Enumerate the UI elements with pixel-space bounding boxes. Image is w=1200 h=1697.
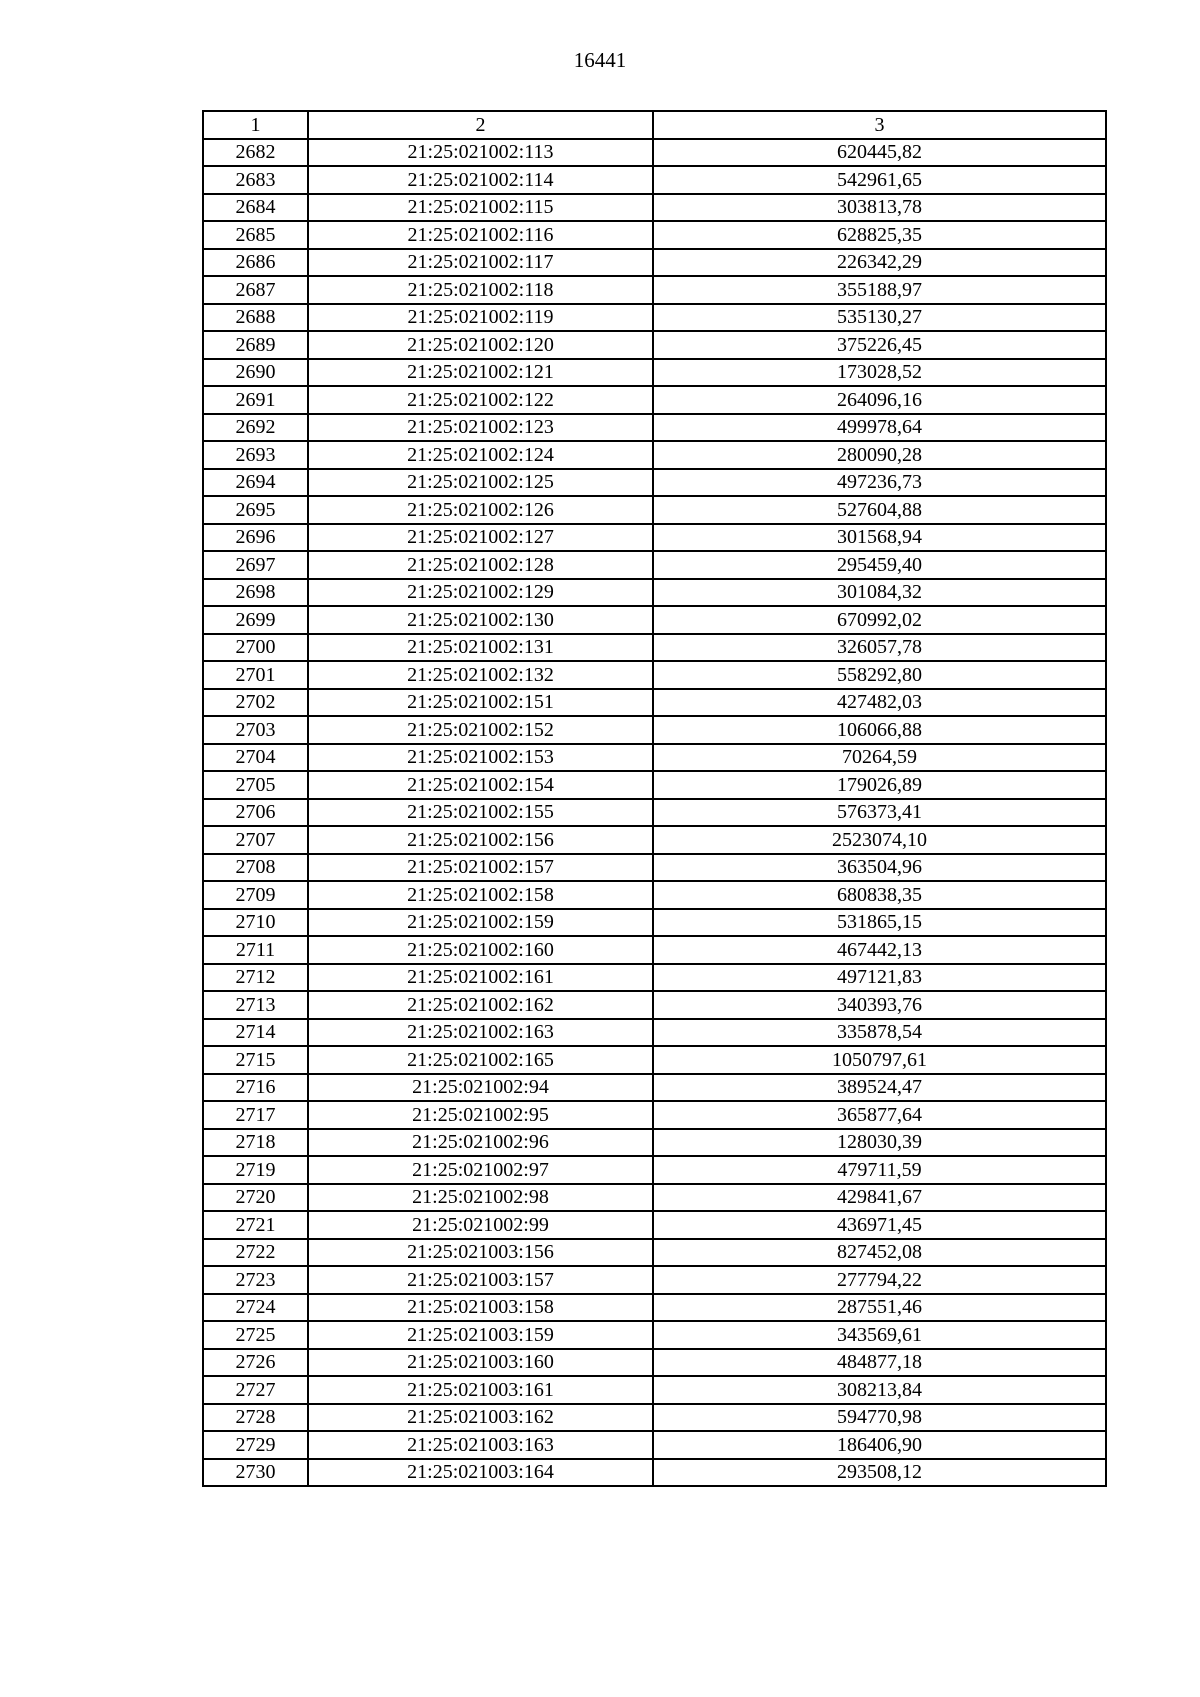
cadastral-number-cell: 21:25:021002:121 (308, 359, 653, 387)
row-number-cell: 2695 (203, 496, 308, 524)
table-row (203, 386, 1106, 414)
row-number-cell: 2729 (203, 1431, 308, 1459)
value-cell: 264096,16 (653, 386, 1106, 414)
row-number-cell: 2720 (203, 1184, 308, 1212)
value-cell: 542961,65 (653, 166, 1106, 194)
value-cell: 497236,73 (653, 469, 1106, 497)
table-row (203, 524, 1106, 552)
row-number-cell: 2725 (203, 1321, 308, 1349)
cadastral-number-cell: 21:25:021002:131 (308, 634, 653, 662)
value-cell: 429841,67 (653, 1184, 1106, 1212)
value-cell: 365877,64 (653, 1101, 1106, 1129)
row-number-cell: 2711 (203, 936, 308, 964)
value-cell: 335878,54 (653, 1019, 1106, 1047)
table-row (203, 359, 1106, 387)
cadastral-number-cell: 21:25:021003:161 (308, 1376, 653, 1404)
column-header-1: 1 (203, 111, 308, 139)
table-row (203, 194, 1106, 222)
row-number-cell: 2712 (203, 964, 308, 992)
table-row (203, 1239, 1106, 1267)
table-row (203, 799, 1106, 827)
cadastral-number-cell: 21:25:021002:153 (308, 744, 653, 772)
row-number-cell: 2716 (203, 1074, 308, 1102)
value-cell: 301084,32 (653, 579, 1106, 607)
table-row (203, 1431, 1106, 1459)
row-number-cell: 2707 (203, 826, 308, 854)
table-row (203, 1459, 1106, 1487)
table-row (203, 991, 1106, 1019)
row-number-cell: 2718 (203, 1129, 308, 1157)
column-header-2: 2 (308, 111, 653, 139)
row-number-cell: 2706 (203, 799, 308, 827)
value-cell: 827452,08 (653, 1239, 1106, 1267)
row-number-cell: 2685 (203, 221, 308, 249)
table-row (203, 1019, 1106, 1047)
table-row (203, 249, 1106, 277)
cadastral-number-cell: 21:25:021002:96 (308, 1129, 653, 1157)
cadastral-number-cell: 21:25:021002:163 (308, 1019, 653, 1047)
cadastral-number-cell: 21:25:021002:97 (308, 1156, 653, 1184)
row-number-cell: 2691 (203, 386, 308, 414)
row-number-cell: 2684 (203, 194, 308, 222)
cadastral-number-cell: 21:25:021003:160 (308, 1349, 653, 1377)
value-cell: 173028,52 (653, 359, 1106, 387)
table-row (203, 1321, 1106, 1349)
cadastral-number-cell: 21:25:021002:98 (308, 1184, 653, 1212)
row-number-cell: 2723 (203, 1266, 308, 1294)
cadastral-number-cell: 21:25:021002:161 (308, 964, 653, 992)
cadastral-number-cell: 21:25:021002:128 (308, 551, 653, 579)
row-number-cell: 2686 (203, 249, 308, 277)
cadastral-number-cell: 21:25:021002:159 (308, 909, 653, 937)
cadastral-number-cell: 21:25:021002:132 (308, 661, 653, 689)
value-cell: 670992,02 (653, 606, 1106, 634)
cadastral-number-cell: 21:25:021002:119 (308, 304, 653, 332)
row-number-cell: 2717 (203, 1101, 308, 1129)
cadastral-number-cell: 21:25:021003:157 (308, 1266, 653, 1294)
row-number-cell: 2726 (203, 1349, 308, 1377)
row-number-cell: 2693 (203, 441, 308, 469)
cadastral-number-cell: 21:25:021002:125 (308, 469, 653, 497)
table-row (203, 139, 1106, 167)
cadastral-number-cell: 21:25:021003:159 (308, 1321, 653, 1349)
cadastral-number-cell: 21:25:021003:163 (308, 1431, 653, 1459)
value-cell: 531865,15 (653, 909, 1106, 937)
table-row (203, 579, 1106, 607)
row-number-cell: 2692 (203, 414, 308, 442)
row-number-cell: 2690 (203, 359, 308, 387)
row-number-cell: 2709 (203, 881, 308, 909)
table-row (203, 304, 1106, 332)
row-number-cell: 2728 (203, 1404, 308, 1432)
table-row (203, 634, 1106, 662)
table-row (203, 1376, 1106, 1404)
cadastral-number-cell: 21:25:021002:114 (308, 166, 653, 194)
cadastral-number-cell: 21:25:021003:156 (308, 1239, 653, 1267)
row-number-cell: 2705 (203, 771, 308, 799)
value-cell: 375226,45 (653, 331, 1106, 359)
value-cell: 355188,97 (653, 276, 1106, 304)
table-row (203, 496, 1106, 524)
table-row (203, 276, 1106, 304)
value-cell: 277794,22 (653, 1266, 1106, 1294)
value-cell: 427482,03 (653, 689, 1106, 717)
value-cell: 340393,76 (653, 991, 1106, 1019)
value-cell: 389524,47 (653, 1074, 1106, 1102)
cadastral-number-cell: 21:25:021002:120 (308, 331, 653, 359)
row-number-cell: 2700 (203, 634, 308, 662)
row-number-cell: 2715 (203, 1046, 308, 1074)
data-table (202, 110, 1107, 1487)
row-number-cell: 2696 (203, 524, 308, 552)
row-number-cell: 2703 (203, 716, 308, 744)
cadastral-number-cell: 21:25:021002:95 (308, 1101, 653, 1129)
cadastral-number-cell: 21:25:021002:117 (308, 249, 653, 277)
table-row (203, 661, 1106, 689)
table-row (203, 606, 1106, 634)
cadastral-number-cell: 21:25:021002:130 (308, 606, 653, 634)
cadastral-number-cell: 21:25:021003:162 (308, 1404, 653, 1432)
row-number-cell: 2687 (203, 276, 308, 304)
table-body (203, 139, 1106, 1487)
row-number-cell: 2683 (203, 166, 308, 194)
value-cell: 301568,94 (653, 524, 1106, 552)
row-number-cell: 2710 (203, 909, 308, 937)
row-number-cell: 2682 (203, 139, 308, 167)
table-row (203, 936, 1106, 964)
table-row (203, 854, 1106, 882)
value-cell: 363504,96 (653, 854, 1106, 882)
value-cell: 295459,40 (653, 551, 1106, 579)
row-number-cell: 2730 (203, 1459, 308, 1487)
row-number-cell: 2724 (203, 1294, 308, 1322)
cadastral-number-cell: 21:25:021002:156 (308, 826, 653, 854)
table-row (203, 1211, 1106, 1239)
cadastral-number-cell: 21:25:021002:118 (308, 276, 653, 304)
table-row (203, 1101, 1106, 1129)
row-number-cell: 2699 (203, 606, 308, 634)
value-cell: 527604,88 (653, 496, 1106, 524)
table-row (203, 166, 1106, 194)
cadastral-number-cell: 21:25:021002:124 (308, 441, 653, 469)
cadastral-number-cell: 21:25:021002:162 (308, 991, 653, 1019)
value-cell: 106066,88 (653, 716, 1106, 744)
table-row (203, 1074, 1106, 1102)
value-cell: 179026,89 (653, 771, 1106, 799)
cadastral-number-cell: 21:25:021002:151 (308, 689, 653, 717)
value-cell: 680838,35 (653, 881, 1106, 909)
table-row (203, 1046, 1106, 1074)
row-number-cell: 2688 (203, 304, 308, 332)
value-cell: 558292,80 (653, 661, 1106, 689)
table-row (203, 1129, 1106, 1157)
cadastral-number-cell: 21:25:021002:154 (308, 771, 653, 799)
table-row (203, 909, 1106, 937)
row-number-cell: 2704 (203, 744, 308, 772)
value-cell: 308213,84 (653, 1376, 1106, 1404)
value-cell: 2523074,10 (653, 826, 1106, 854)
cadastral-number-cell: 21:25:021002:158 (308, 881, 653, 909)
table-row (203, 771, 1106, 799)
cadastral-number-cell: 21:25:021002:113 (308, 139, 653, 167)
row-number-cell: 2722 (203, 1239, 308, 1267)
row-number-cell: 2689 (203, 331, 308, 359)
cadastral-number-cell: 21:25:021002:99 (308, 1211, 653, 1239)
cadastral-number-cell: 21:25:021003:158 (308, 1294, 653, 1322)
cadastral-number-cell: 21:25:021002:165 (308, 1046, 653, 1074)
row-number-cell: 2702 (203, 689, 308, 717)
value-cell: 343569,61 (653, 1321, 1106, 1349)
table-row (203, 331, 1106, 359)
table-row (203, 964, 1106, 992)
value-cell: 594770,98 (653, 1404, 1106, 1432)
value-cell: 576373,41 (653, 799, 1106, 827)
value-cell: 280090,28 (653, 441, 1106, 469)
cadastral-number-cell: 21:25:021003:164 (308, 1459, 653, 1487)
page-number: 16441 (573, 48, 627, 72)
row-number-cell: 2697 (203, 551, 308, 579)
value-cell: 128030,39 (653, 1129, 1106, 1157)
value-cell: 326057,78 (653, 634, 1106, 662)
cadastral-number-cell: 21:25:021002:115 (308, 194, 653, 222)
table-row (203, 744, 1106, 772)
row-number-cell: 2714 (203, 1019, 308, 1047)
row-number-cell: 2708 (203, 854, 308, 882)
cadastral-number-cell: 21:25:021002:160 (308, 936, 653, 964)
table-row (203, 689, 1106, 717)
table-row (203, 551, 1106, 579)
table-row (203, 716, 1106, 744)
value-cell: 467442,13 (653, 936, 1106, 964)
table-header-row (203, 111, 1106, 139)
cadastral-number-cell: 21:25:021002:129 (308, 579, 653, 607)
row-number-cell: 2727 (203, 1376, 308, 1404)
value-cell: 628825,35 (653, 221, 1106, 249)
value-cell: 620445,82 (653, 139, 1106, 167)
table-row (203, 414, 1106, 442)
table-row (203, 826, 1106, 854)
cadastral-number-cell: 21:25:021002:152 (308, 716, 653, 744)
value-cell: 499978,64 (653, 414, 1106, 442)
table-row (203, 1156, 1106, 1184)
row-number-cell: 2719 (203, 1156, 308, 1184)
value-cell: 436971,45 (653, 1211, 1106, 1239)
cadastral-number-cell: 21:25:021002:155 (308, 799, 653, 827)
value-cell: 303813,78 (653, 194, 1106, 222)
table-row (203, 1349, 1106, 1377)
row-number-cell: 2698 (203, 579, 308, 607)
value-cell: 535130,27 (653, 304, 1106, 332)
table-row (203, 881, 1106, 909)
cadastral-number-cell: 21:25:021002:94 (308, 1074, 653, 1102)
row-number-cell: 2694 (203, 469, 308, 497)
cadastral-number-cell: 21:25:021002:122 (308, 386, 653, 414)
value-cell: 70264,59 (653, 744, 1106, 772)
table-row (203, 1294, 1106, 1322)
value-cell: 1050797,61 (653, 1046, 1106, 1074)
column-header-3: 3 (653, 111, 1106, 139)
table-row (203, 1184, 1106, 1212)
value-cell: 484877,18 (653, 1349, 1106, 1377)
value-cell: 479711,59 (653, 1156, 1106, 1184)
table-row (203, 1404, 1106, 1432)
cadastral-number-cell: 21:25:021002:116 (308, 221, 653, 249)
cadastral-number-cell: 21:25:021002:123 (308, 414, 653, 442)
value-cell: 497121,83 (653, 964, 1106, 992)
row-number-cell: 2701 (203, 661, 308, 689)
table-row (203, 221, 1106, 249)
cadastral-number-cell: 21:25:021002:157 (308, 854, 653, 882)
row-number-cell: 2721 (203, 1211, 308, 1239)
value-cell: 226342,29 (653, 249, 1106, 277)
table-row (203, 469, 1106, 497)
table-row (203, 441, 1106, 469)
value-cell: 293508,12 (653, 1459, 1106, 1487)
row-number-cell: 2713 (203, 991, 308, 1019)
value-cell: 287551,46 (653, 1294, 1106, 1322)
cadastral-number-cell: 21:25:021002:126 (308, 496, 653, 524)
cadastral-number-cell: 21:25:021002:127 (308, 524, 653, 552)
table-row (203, 1266, 1106, 1294)
value-cell: 186406,90 (653, 1431, 1106, 1459)
